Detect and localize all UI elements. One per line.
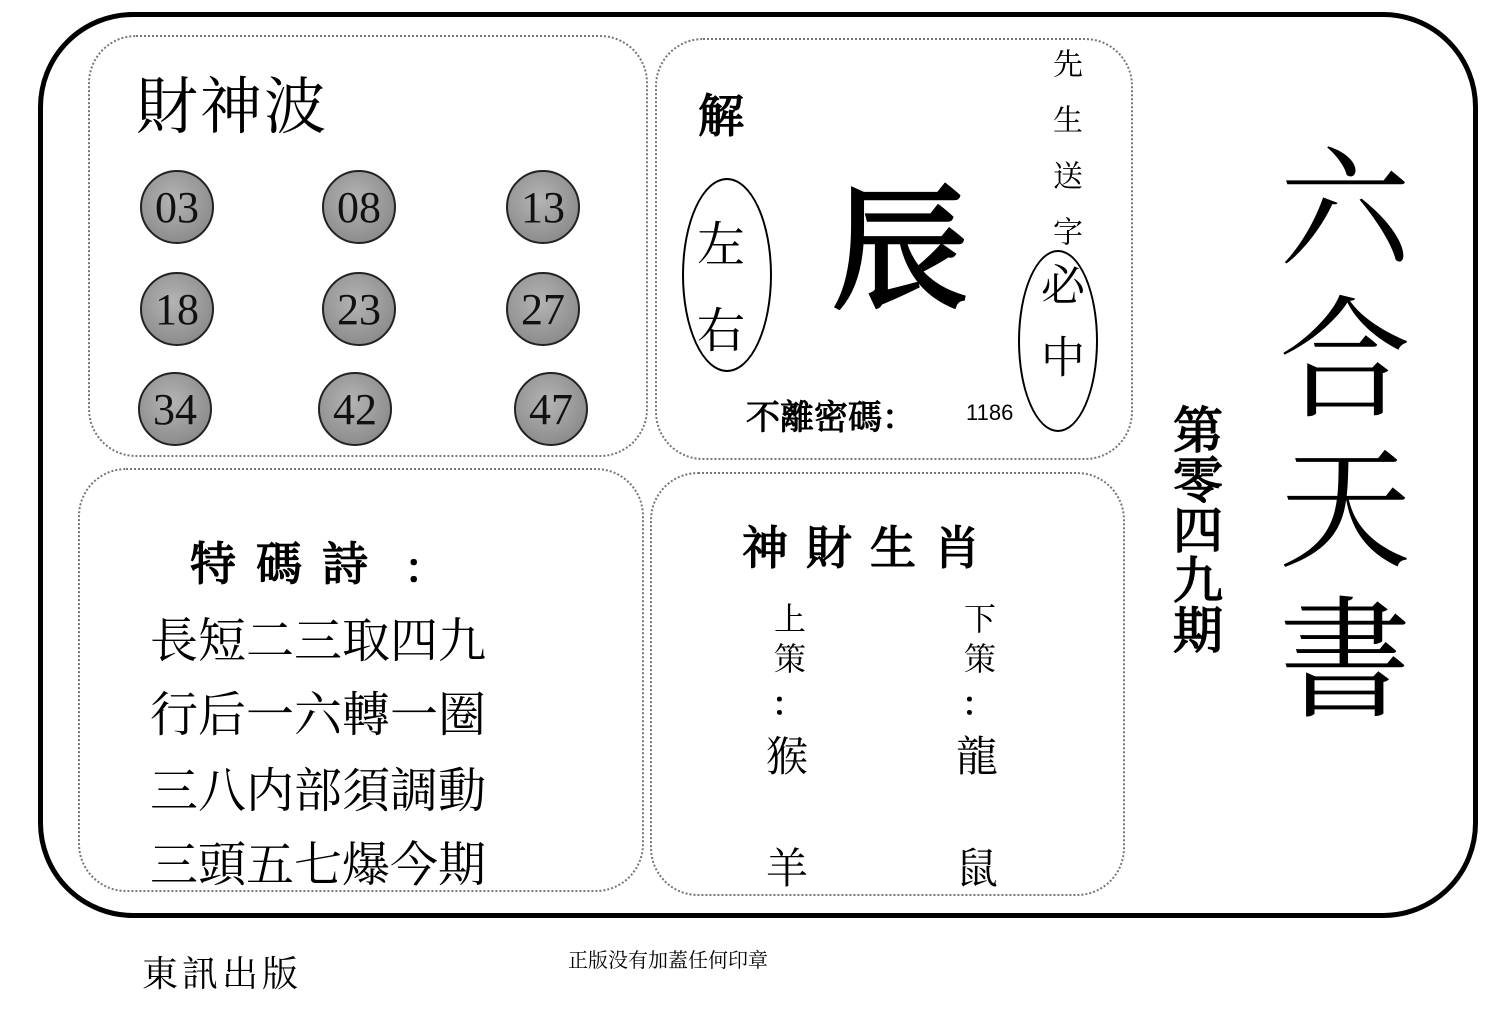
sure-hit-vertical <box>1034 262 1082 406</box>
upper-label: 上策 <box>769 602 807 682</box>
lower-pick: 鼠 <box>956 844 999 893</box>
issue-vertical <box>1166 404 1222 654</box>
number-ball: 08 <box>322 170 396 244</box>
wealth-wave-heading: 財神波 <box>136 70 329 143</box>
riddle-character: 辰 <box>832 172 968 330</box>
main-title: 六合天書 <box>1256 140 1410 740</box>
code-label: 不離密碼： <box>746 398 916 438</box>
gift-text-vertical <box>1046 48 1082 272</box>
hint-top: 左 <box>697 217 746 273</box>
number-ball: 13 <box>506 170 580 244</box>
sure-hit-text: 必中 <box>1033 262 1084 406</box>
upper-colon: ： <box>771 685 804 723</box>
poem-heading: 特碼詩 <box>190 537 388 591</box>
lower-pick: 龍 <box>956 732 999 781</box>
issue-number: 第零四九期 <box>1165 404 1223 654</box>
number-ball: 34 <box>138 372 212 446</box>
riddle-label: 解 <box>698 89 744 143</box>
lower-label-vertical <box>958 602 998 724</box>
poem-colon: ： <box>404 544 447 593</box>
poem-line: 三頭五七爆今期 <box>150 837 487 893</box>
title-vertical <box>1258 140 1408 740</box>
number-ball: 47 <box>514 372 588 446</box>
genuine-notice: 正版没有加蓋任何印章 <box>568 948 768 972</box>
number-ball: 27 <box>506 272 580 346</box>
gift-text: 先生送字 <box>1047 48 1082 272</box>
lower-colon: ： <box>961 685 994 723</box>
zodiac-heading: 神財生肖 <box>742 521 998 575</box>
number-ball: 42 <box>318 372 392 446</box>
upper-label-vertical <box>768 602 808 724</box>
number-ball: 03 <box>140 170 214 244</box>
hint-bottom: 右 <box>697 303 746 359</box>
poem-line: 長短二三取四九 <box>150 613 487 669</box>
poem-line: 三八内部須調動 <box>150 763 487 819</box>
number-ball: 23 <box>322 272 396 346</box>
upper-pick: 羊 <box>766 844 809 893</box>
poem-line: 行后一六轉一圈 <box>150 687 487 743</box>
upper-pick: 猴 <box>766 732 809 781</box>
number-ball: 18 <box>140 272 214 346</box>
code-value: 1186 <box>966 400 1014 425</box>
lower-label: 下策 <box>959 602 997 682</box>
publisher: 東訊出版 <box>142 954 303 995</box>
